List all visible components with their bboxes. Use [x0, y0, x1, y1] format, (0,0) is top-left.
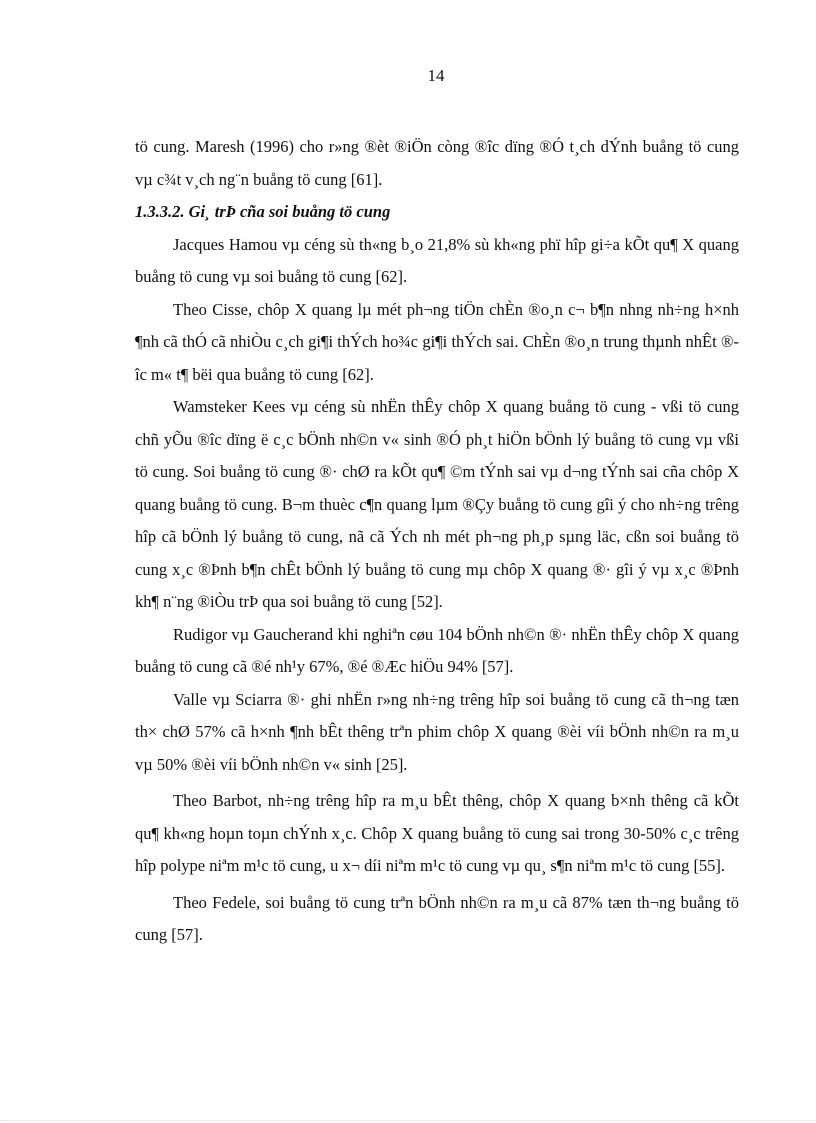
section-heading: 1.3.3.2. Gi¸ trÞ cña soi buång tö cung	[135, 202, 391, 221]
paragraph-fedele: Theo Fedele, soi buång tö cung trªn bÖnh nh©n ra m¸u cã 87% tæn th¬ng buång tö cung [57].	[135, 892, 739, 944]
paragraph-wamsteker: Wamsteker Kees vµ céng sù nhËn thÊy chôp X quang buång tö cung - vßi tö cung chñ yÕu ®îc dïng ë c¸c bÖnh nh©n v« sinh ®Ó ph¸t hiÖn bÖnh lý buång tö cung vµ vßi tö cung. Soi buång tö cung ®· chØ ra kÕt qu¶ ©m tÝnh sai vµ d¬ng tÝnh sai cña chôp X quang buång tö cung. B¬m thuèc c¶n quang lµm ®Çy buång tö cung gîi ý cho nh÷ng trêng hîp cã bÖnh lý buång tö cung, nã cã Ých nh mét ph¬ng ph¸p sµng läc, cßn soi buång tö cung x¸c ®Þnh b¶n chÊt bÖnh lý buång tö cung mµ chôp X quang ®· gîi ý vµ x¸c ®Þnh kh¶ n¨ng ®iÒu trÞ qua soi buång tö cung [52].	[135, 397, 739, 611]
document-body	[135, 131, 739, 952]
paragraph-valle: Valle vµ Sciarra ®· ghi nhËn r»ng nh÷ng trêng hîp soi buång tö cung cã th¬ng tæn th× chØ 57% cã h×nh ¶nh bÊt thêng trªn phim chôp X quang ®èi víi bÖnh nh©n ra m¸u vµ 50% ®èi víi bÖnh nh©n v« sinh [25].	[135, 689, 739, 774]
page-number: 14	[427, 66, 445, 85]
paragraph-maresh: tö cung. Maresh (1996) cho r»ng ®èt ®iÖn còng ®îc dïng ®Ó t¸ch dÝnh buång tö cung vµ c¾t v¸ch ng¨n buång tö cung [61].	[135, 137, 739, 189]
paragraph-barbot: Theo Barbot, nh÷ng trêng hîp ra m¸u bÊt thêng, chôp X quang b×nh thêng cã kÕt qu¶ kh«ng hoµn toµn chÝnh x¸c. Chôp X quang buång tö cung sai trong 30-50% c¸c trêng hîp polype niªm m¹c tö cung, u x¬ díi niªm m¹c tö cung vµ qu¸ s¶n niªm m¹c tö cung [55].	[135, 791, 739, 875]
paragraph-rudigor: Rudigor vµ Gaucherand khi nghiªn cøu 104 bÖnh nh©n ®· nhËn thÊy chôp X quang buång tö cung cã ®é nh¹y 67%, ®é ®Æc hiÖu 94% [57].	[135, 624, 739, 676]
paragraph-hamou: Jacques Hamou vµ céng sù th«ng b¸o 21,8% sù kh«ng phï hîp gi÷a kÕt qu¶ X quang buång tö cung vµ soi buång tö cung [62].	[135, 234, 739, 286]
page-bottom-rule	[0, 1120, 816, 1121]
paragraph-cisse: Theo Cisse, chôp X quang lµ mét ph¬ng tiÖn chÈn ®o¸n c¬ b¶n nhng nh÷ng h×nh ¶nh cã thÓ cã nhiÒu c¸ch gi¶i thÝch ho¾c gi¶i thÝch sai. ChÈn ®o¸n trung thµnh nhÊt ®îc m« t¶ bëi qua buång tö cung [62].	[135, 299, 739, 384]
